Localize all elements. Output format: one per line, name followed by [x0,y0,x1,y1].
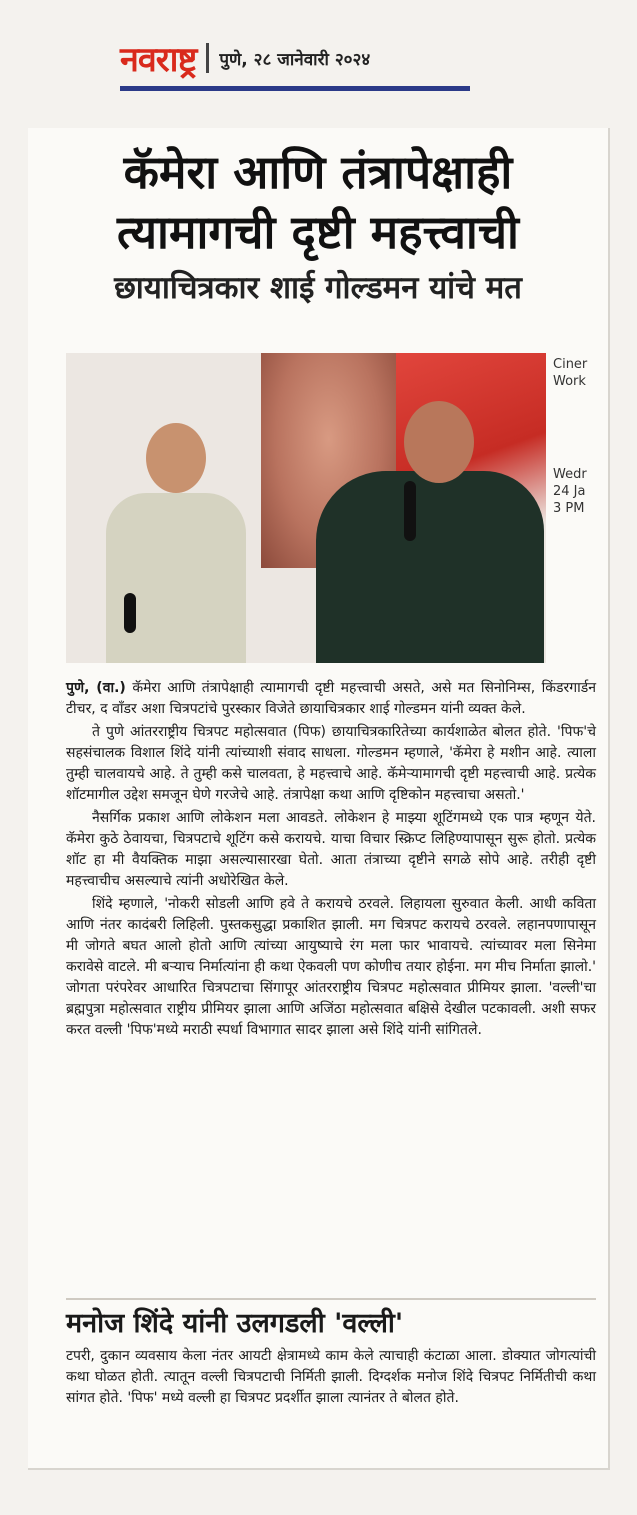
poster-text-5: 3 PM [553,501,585,516]
interviewer-head [146,423,206,493]
speaker-figure [316,471,544,663]
paragraph-final: टपरी, दुकान व्यवसाय केला नंतर आयटी क्षेत्रामध्ये काम केले त्याचाही कंटाळा आला. डोक्यात जोगत्यांची कथा घोळत होती. त्यातून वल्ली चित्रपटाची निर्मिती झाली. दिग्दर्शक मनोज शिंदे चित्रपट निर्मितीची कथा सांगत होते. 'पिफ' मध्ये वल्ली हा चित्रपट प्रदर्शीत झाला त्यानंतर ते बोलत होते. [66,1348,596,1406]
article-body [66,678,596,1043]
poster-text-1: Ciner [553,357,588,372]
microphone-icon [404,481,416,541]
poster-text-4: 24 Ja [553,484,586,499]
paragraph-1-text: कॅमेरा आणि तंत्रापेक्षाही त्यामागची दृष्टी महत्त्वाची असते, असे मत सिनोनिम्स, किंडरगार्डन टीचर, द वाँडर अशा चित्रपटांचे पुरस्कार विजेते छायाचित्रकार शाई गोल्डमन यांनी व्यक्त केले. [66,680,596,717]
subheadline: छायाचित्रकार शाई गोल्डमन यांचे मत [114,270,522,306]
masthead-dateline: पुणे, २८ जानेवारी २०२४ [219,49,371,70]
paragraph-4: शिंदे म्हणाले, 'नोकरी सोडली आणि हवे ते करायचे ठरवले. लिहायला सुरुवात केली. आधी कविता आणि नंतर कादंबरी लिहिली. पुस्तकसुद्धा प्रकाशित झाली. मग चित्रपट करायचे ठरवले. लहानपणापासून मी जोगते बघत आलो होतो आणि त्यांच्या आयुष्याचे रंग मला फार भावायचे. त्यांच्यावर मला सिनेमा करावेसे वाटले. मी बऱ्याच निर्मात्यांना ही कथा ऐकवली पण कोणीच तयार होईना. मग मीच निर्माता झालो.' जोगता परंपरेवर आधारित चित्रपटाचा सिंगापूर आंतरराष्ट्रीय चित्रपट महोत्सवात प्रीमियर झाला. 'वल्ली'चा ब्रह्मपुत्रा महोत्सवात राष्ट्रीय प्रीमियर झाला आणि अजिंठा महोत्सवात बक्षिसे देखील पटकावली. अशी सफर करत वल्ली 'पिफ'मध्ये मराठी स्पर्धा विभागात सादर झाला असे शिंदे यांनी सांगितले. [66,896,596,1038]
speaker-head [404,401,474,483]
poster-text-2: Work [553,374,586,389]
headline-line-2: त्यामागची दृष्टी महत्त्वाची [117,205,519,259]
microphone-icon [124,593,136,633]
paragraph-3: नैसर्गिक प्रकाश आणि लोकेशन मला आवडते. लोकेशन हे माझ्या शूटिंगमध्ये एक पात्र म्हणून येते. कॅमेरा कुठे ठेवायचा, चित्रपटाचे शूटिंग कसे करायचे. याचा विचार स्क्रिप्ट लिहिण्यापासून सुरू होतो. प्रत्येक शॉट हा मी वैयक्तिक माझा असल्यासारखा घेतो. आता तंत्राच्या दृष्टीने सगळे सोपे आहे. तरीही दृष्टी महत्त्वाचीच असल्याचे त्यांनी अधोरेखित केले. [66,810,596,889]
paragraph-1 [66,678,596,720]
headline [28,142,608,262]
article-photo [66,353,546,663]
paragraph-2: ते पुणे आंतरराष्ट्रीय चित्रपट महोत्सवात (पिफ) छायाचित्रकारितेच्या कार्यशाळेत बोलत होते. 'पिफ'चे सहसंचालक विशाल शिंदे यांनी त्यांच्याशी संवाद साधला. गोल्डमन म्हणाले, 'कॅमेरा हे मशीन आहे. त्याला तुम्ही चालवायचे आहे. ते तुम्ही कसे चालवता, हे महत्त्वाचे आहे. कॅमेऱ्यामागची दृष्टी महत्त्वाची आहे. प्रत्येक शॉटमागील उद्देश समजून घेणे गरजेचे आहे. तंत्रापेक्षा कथा आणि दृष्टिकोन महत्त्वाचा असतो.' [66,724,596,803]
dateline-lead: पुणे, (वा.) [66,680,126,696]
news-clipping [28,128,610,1470]
newspaper-brand: नवराष्ट्र [120,40,197,80]
newspaper-masthead [120,30,470,91]
masthead-divider [206,43,209,73]
section-subtitle: मनोज शिंदे यांनी उलगडली 'वल्ली' [66,1298,596,1344]
interviewer-figure [106,493,246,663]
poster-text-3: Wedr [553,467,587,482]
headline-line-1: कॅमेरा आणि तंत्रापेक्षाही [123,145,513,199]
